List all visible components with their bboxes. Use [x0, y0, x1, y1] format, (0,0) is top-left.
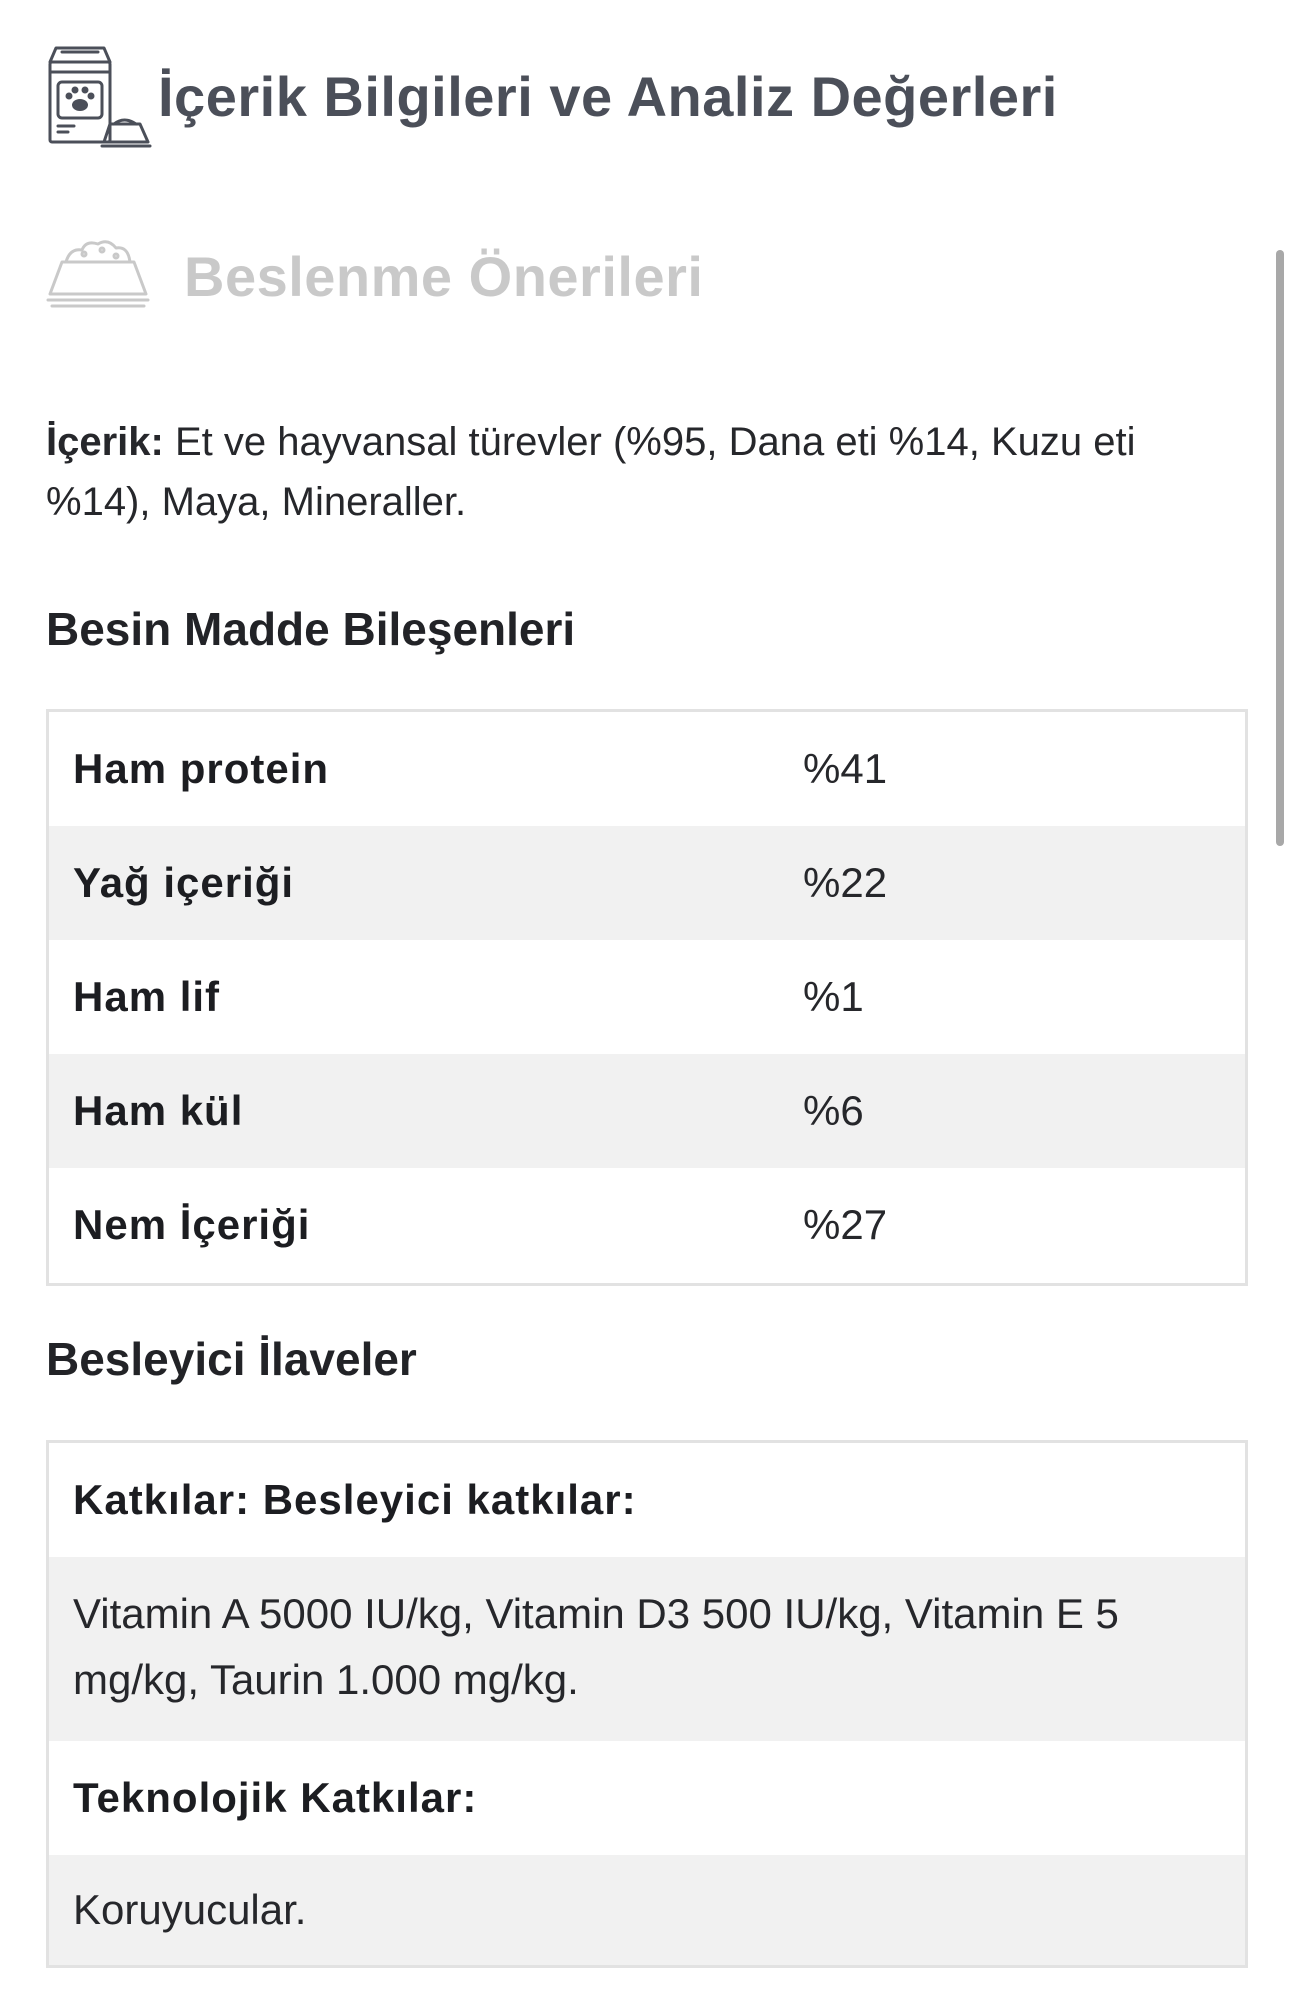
table-row — [49, 940, 1245, 1054]
nutrient-value: %27 — [803, 1201, 888, 1248]
nutrient-value: %1 — [803, 973, 864, 1020]
technological-additives-heading: Teknolojik Katkılar: — [73, 1774, 478, 1821]
nutrient-name: Ham lif — [73, 973, 221, 1020]
technological-additives-text: Koruyucular. — [49, 1855, 1245, 1965]
additives-title: Besleyici İlaveler — [46, 1333, 417, 1385]
nutrient-value: %22 — [803, 859, 888, 906]
tab-feeding-recommendations-label: Beslenme Önerileri — [184, 244, 704, 308]
nutrient-name: Yağ içeriği — [73, 859, 295, 906]
tab-ingredients-analysis-label: İçerik Bilgileri ve Analiz Değerleri — [158, 64, 1058, 128]
nutrient-name: Ham protein — [73, 745, 330, 792]
nutrients-title: Besin Madde Bileşenleri — [46, 603, 576, 655]
tab-ingredients-analysis[interactable] — [44, 42, 1058, 150]
table-row — [49, 1168, 1245, 1282]
nutrient-value: %41 — [803, 745, 888, 792]
table-row — [49, 712, 1245, 826]
nutrient-name: Nem İçeriği — [73, 1201, 311, 1248]
ingredients-label: İçerik: — [46, 420, 164, 464]
nutrient-name: Ham kül — [73, 1087, 244, 1134]
food-bowl-icon — [44, 222, 152, 330]
vertical-scrollbar[interactable] — [1276, 250, 1284, 846]
food-bag-paw-icon — [44, 42, 152, 150]
table-row — [49, 826, 1245, 940]
tab-feeding-recommendations[interactable] — [44, 222, 703, 330]
nutrients-table — [46, 709, 1248, 1286]
nutritional-additives-heading: Katkılar: Besleyici katkılar: — [73, 1476, 637, 1523]
ingredients-value: Et ve hayvansal türevler (%95, Dana eti %14, Kuzu eti %14), Maya, Mineraller. — [46, 420, 1136, 524]
nutrient-value: %6 — [803, 1087, 864, 1134]
ingredients-text — [46, 412, 1246, 532]
nutritional-additives-text: Vitamin A 5000 IU/kg, Vitamin D3 500 IU/kg, Vitamin E 5 mg/kg, Taurin 1.000 mg/kg. — [49, 1557, 1245, 1741]
table-row — [49, 1054, 1245, 1168]
additives-table — [46, 1440, 1248, 1968]
